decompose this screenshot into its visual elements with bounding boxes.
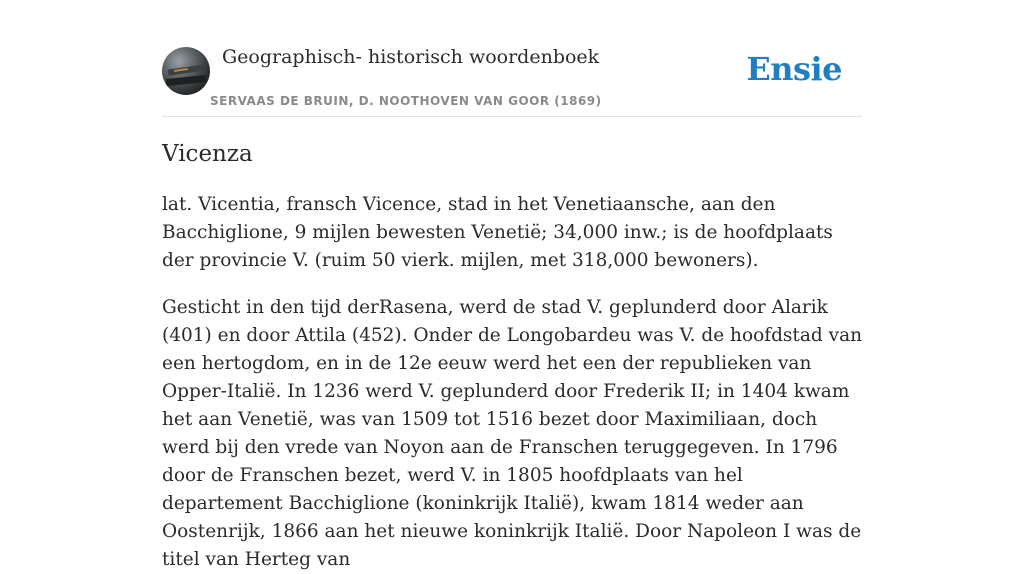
ensie-logo-link[interactable]: Ensie	[746, 50, 842, 88]
entry-paragraph: lat. Vicentia, fransch Vicence, stad in het Venetiaansche, aan den Bacchiglione, 9 mijlen bewesten Venetië; 34,000 inw.; is de hoofdplaats der provincie V. (ruim 50 vierk. mijlen, met 318,000 bewoners).	[162, 194, 833, 271]
page-container	[162, 44, 862, 574]
book-avatar-icon[interactable]	[162, 47, 210, 95]
book-header	[162, 44, 862, 117]
book-title-link[interactable]: Geographisch- historisch woordenboek	[222, 46, 600, 68]
book-authors: SERVAAS DE BRUIN, D. NOOTHOVEN VAN GOOR (1869)	[210, 94, 602, 108]
entry-paragraph: Gesticht in den tijd derRasena, werd de stad V. geplunderd door Alarik (401) en door Attila (452). Onder de Longobardeu was V. de hoofdstad van een hertogdom, en in de 12e eeuw werd het een der republieken van Opper-Italië. In 1236 werd V. geplunderd door Frederik II; in 1404 kwam het aan Venetië, was van 1509 tot 1516 bezet door Maximiliaan, doch werd bij den vrede van Noyon aan de Franschen teruggegeven. In 1796 door de Franschen bezet, werd V. in 1805 hoofdplaats van hel departement Bacchiglione (koninkrijk Italië), kwam 1814 weder aan Oostenrijk, 1866 aan het nieuwe koninkrijk Italië. Door Napoleon I was de titel van Herteg van	[162, 297, 863, 570]
entry-title: Vicenza	[162, 141, 253, 167]
book-spine-shape	[166, 75, 207, 86]
